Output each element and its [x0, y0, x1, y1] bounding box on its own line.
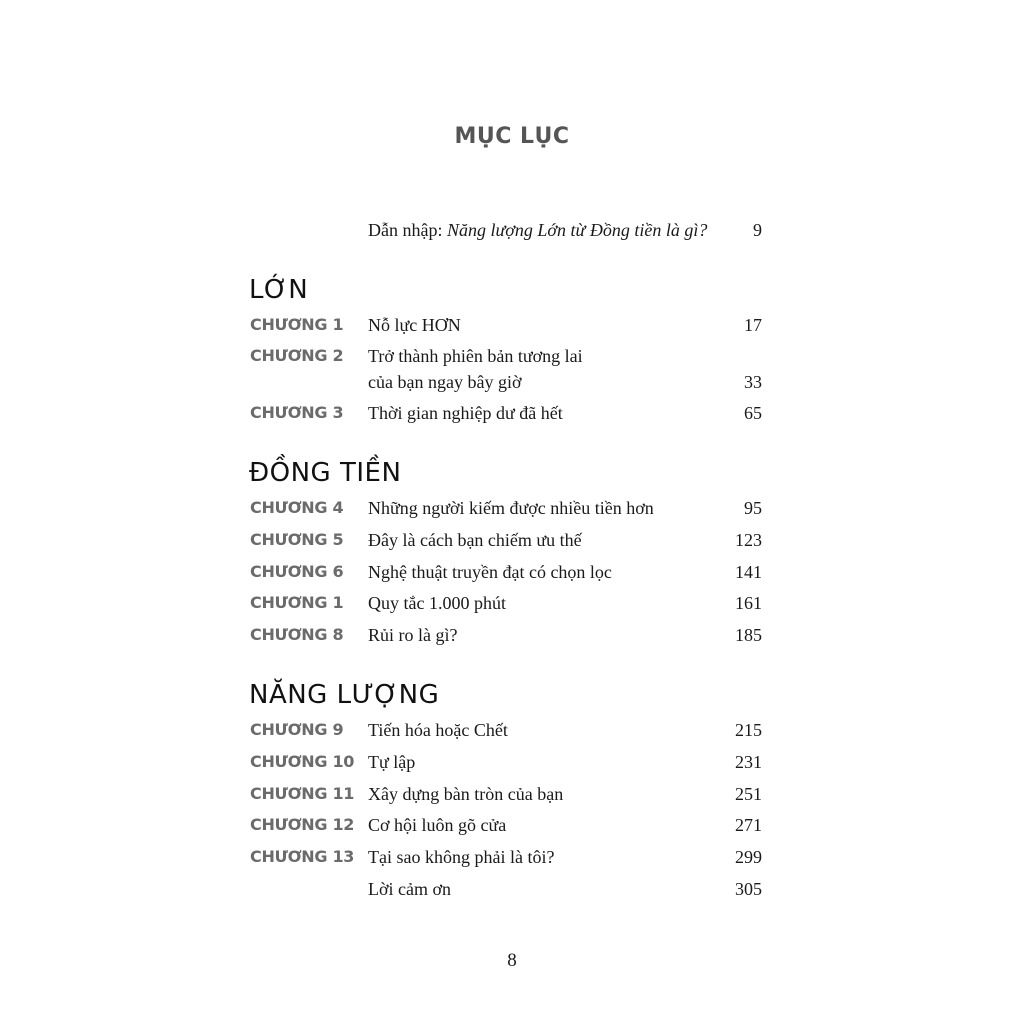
page-title: MỤC LỤC [454, 124, 570, 149]
page-number: 185 [735, 625, 762, 645]
page-number: 251 [735, 784, 762, 804]
entry-title-line2: của bạn ngay bây giờ [368, 372, 522, 392]
toc-row[interactable] [250, 589, 762, 617]
page-number: 9 [753, 220, 762, 240]
page-number: 141 [735, 562, 762, 582]
chapter-label: CHƯƠNG 1 [250, 593, 344, 612]
entry-title: Lời cảm ơn [368, 879, 452, 899]
toc-row[interactable] [250, 716, 762, 744]
entry-title: Tại sao không phải là tôi? [368, 847, 555, 867]
page-number: 95 [744, 498, 762, 518]
entry-title: Thời gian nghiệp dư đã hết [368, 403, 563, 423]
page-number: 33 [744, 372, 762, 392]
toc-row[interactable] [250, 494, 762, 522]
chapter-label: CHƯƠNG 3 [250, 403, 344, 422]
toc-row[interactable] [250, 526, 762, 554]
toc-intro-row[interactable] [250, 216, 762, 244]
chapter-label: CHƯƠNG 12 [250, 815, 355, 834]
page-number: 305 [735, 879, 762, 899]
page-number: 65 [744, 403, 762, 423]
page-number: 17 [744, 315, 762, 335]
chapter-label: CHƯƠNG 9 [250, 720, 344, 739]
part-heading-lon: LỚN [249, 275, 309, 305]
folio-page-number: 8 [507, 950, 517, 971]
toc-row[interactable] [250, 843, 762, 871]
page-number: 161 [735, 593, 762, 613]
chapter-label: CHƯƠNG 6 [250, 562, 344, 581]
chapter-label: CHƯƠNG 8 [250, 625, 344, 644]
intro-prefix: Dẫn nhập: [368, 220, 447, 240]
page-number: 271 [735, 815, 762, 835]
entry-title: Đây là cách bạn chiếm ưu thế [368, 530, 582, 550]
entry-title: Những người kiếm được nhiều tiền hơn [368, 498, 654, 518]
part-heading-nang-luong: NĂNG LƯỢNG [249, 680, 440, 710]
toc-row[interactable] [250, 311, 762, 339]
page-number: 299 [735, 847, 762, 867]
toc-row[interactable] [250, 811, 762, 839]
entry-title: Tiến hóa hoặc Chết [368, 720, 508, 740]
toc-row[interactable] [250, 621, 762, 649]
chapter-label: CHƯƠNG 5 [250, 530, 344, 549]
chapter-label: CHƯƠNG 10 [250, 752, 355, 771]
toc-acknowledgements-row[interactable] [250, 875, 762, 903]
page-number: 231 [735, 752, 762, 772]
entry-title: Xây dựng bàn tròn của bạn [368, 784, 564, 804]
chapter-label: CHƯƠNG 11 [250, 784, 355, 803]
chapter-label: CHƯƠNG 1 [250, 315, 344, 334]
part-heading-dong-tien: ĐỒNG TIỀN [249, 458, 402, 488]
entry-title: Nghệ thuật truyền đạt có chọn lọc [368, 562, 612, 582]
chapter-label: CHƯƠNG 2 [250, 346, 344, 365]
entry-title: Rủi ro là gì? [368, 625, 458, 645]
toc-row[interactable] [250, 399, 762, 427]
entry-title: Trở thành phiên bản tương lai [368, 346, 583, 366]
toc-row[interactable] [250, 342, 762, 398]
entry-title [368, 216, 707, 244]
entry-title: Quy tắc 1.000 phút [368, 593, 506, 613]
entry-title: Tự lập [368, 752, 416, 772]
chapter-label: CHƯƠNG 4 [250, 498, 344, 517]
chapter-label: CHƯƠNG 13 [250, 847, 355, 866]
toc-row[interactable] [250, 748, 762, 776]
intro-title: Năng lượng Lớn từ Đồng tiền là gì? [446, 220, 708, 240]
entry-title: Nỗ lực HƠN [368, 315, 461, 335]
toc-row[interactable] [250, 780, 762, 808]
entry-title: Cơ hội luôn gõ cửa [368, 815, 507, 835]
page-number: 123 [735, 530, 762, 550]
toc-row[interactable] [250, 558, 762, 586]
page-number: 215 [735, 720, 762, 740]
